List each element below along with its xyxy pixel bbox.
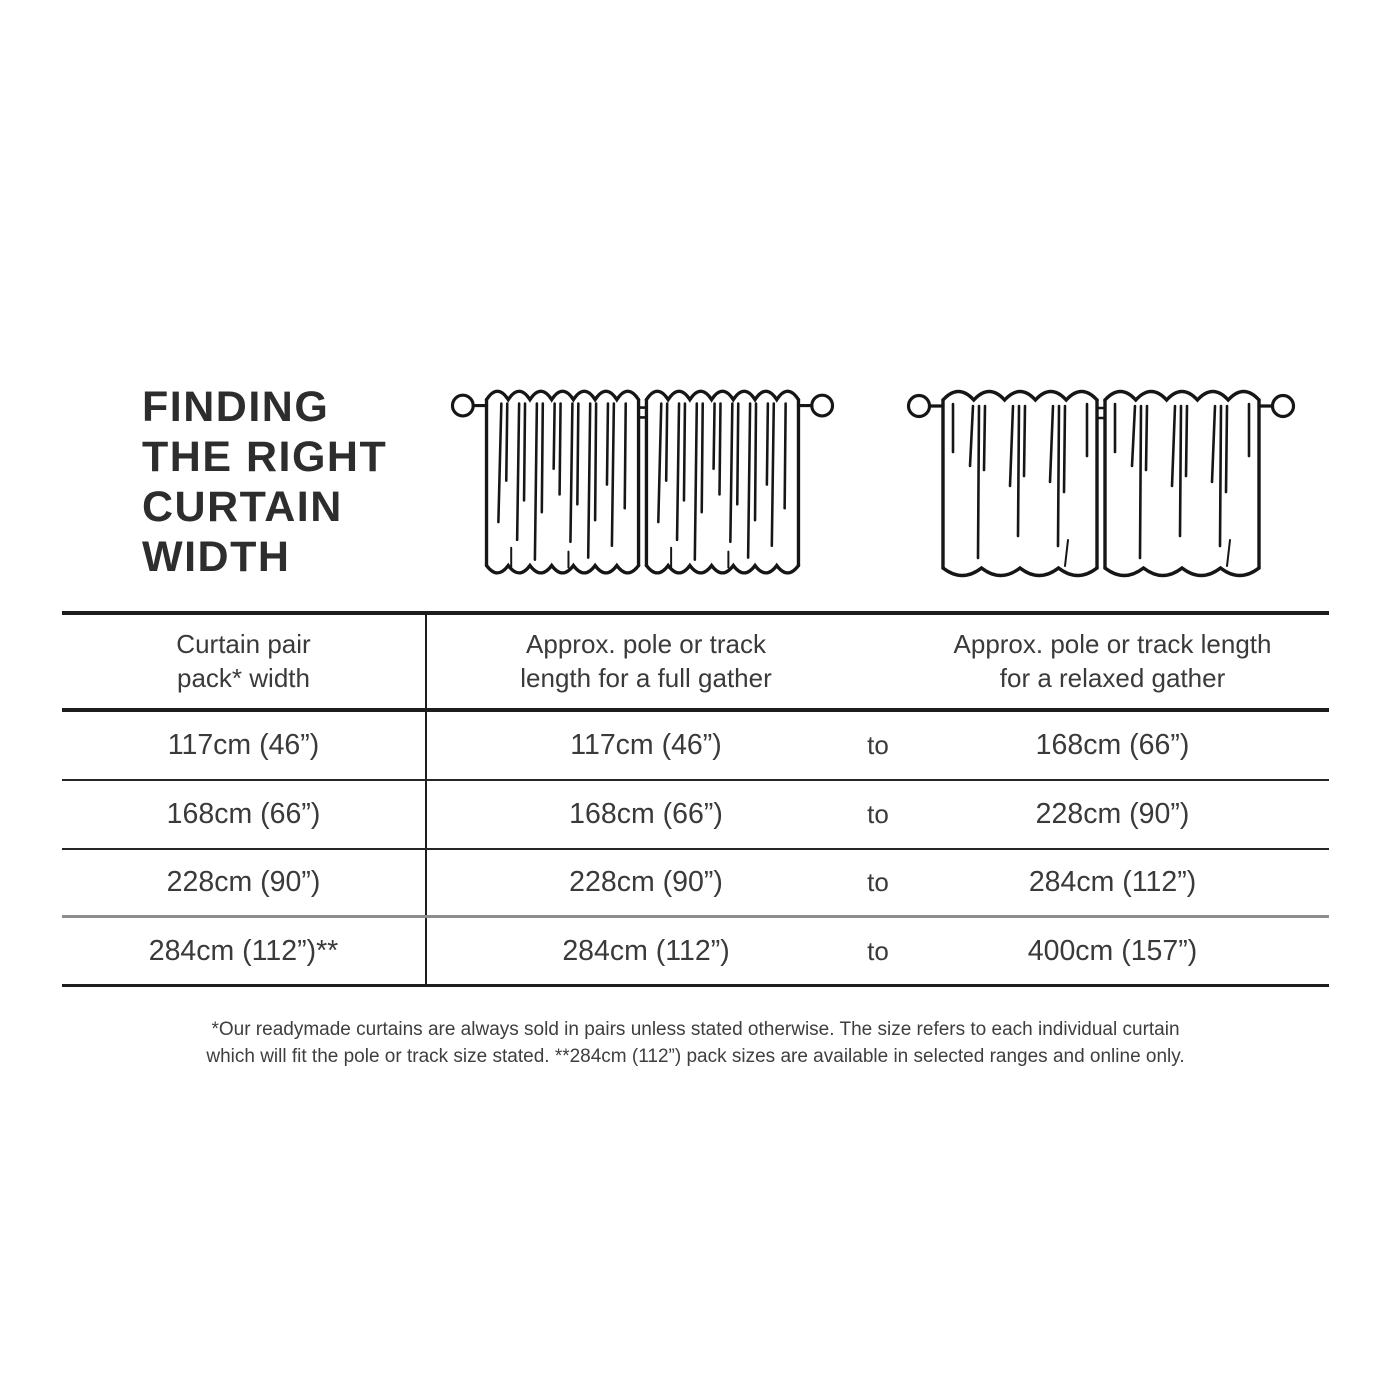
table-row [62,850,1329,918]
pack-width-value: 168cm (66”) [62,781,427,848]
table-row [62,781,1329,850]
full-gather-value: 168cm (66”) [569,798,723,830]
footnote-line: *Our readymade curtains are always sold in pairs unless stated otherwise. The size refers to each individual curtain [211,1019,1180,1040]
table-row [62,712,1329,781]
footnote-line: which will fit the pole or track size stated. **284cm (112”) pack sizes are available in selected ranges and online only. [206,1046,1185,1067]
relaxed-gather-value: 284cm (112”) [1028,866,1197,898]
title-line: CURTAIN [142,483,343,531]
header-line: length for a full gather [520,662,772,693]
title-line: WIDTH [142,533,291,581]
title-line: THE RIGHT [142,433,388,481]
relaxed-gather-value: 168cm (66”) [1035,729,1190,761]
header-full-gather [427,615,830,708]
pack-width-value: 228cm (90”) [62,850,427,915]
to-label: to [867,867,889,897]
footnote [62,1016,1329,1070]
header-relaxed-gather [926,615,1329,708]
page-title [142,382,387,582]
to-label: to [867,799,889,829]
curtains-full-gather-icon [450,372,835,584]
table-header-row [62,615,1329,712]
relaxed-gather-value: 400cm (157”) [1027,934,1198,967]
header-line: Approx. pole or track [526,629,766,659]
to-label: to [867,730,889,760]
full-gather-value: 228cm (90”) [569,866,723,898]
pack-width-value: 117cm (46”) [62,712,427,779]
table-row [62,918,1329,984]
header-line: pack* width [177,662,310,693]
full-gather-illustration [450,372,835,584]
relaxed-gather-illustration [906,372,1296,587]
pack-width-value: 284cm (112”)** [62,918,427,984]
title-line: FINDING [142,383,330,431]
header-line: for a relaxed gather [999,662,1226,693]
to-label: to [867,935,889,966]
header-line: Curtain pair [176,629,311,659]
curtains-relaxed-gather-icon [906,372,1296,587]
relaxed-gather-value: 228cm (90”) [1035,798,1190,830]
full-gather-value: 117cm (46”) [570,729,722,761]
header-spacer [830,615,926,708]
curtain-sizing-table [62,611,1329,987]
header-line: Approx. pole or track length [953,629,1272,659]
header-pack-width [62,615,427,708]
full-gather-value: 284cm (112”) [562,934,730,967]
